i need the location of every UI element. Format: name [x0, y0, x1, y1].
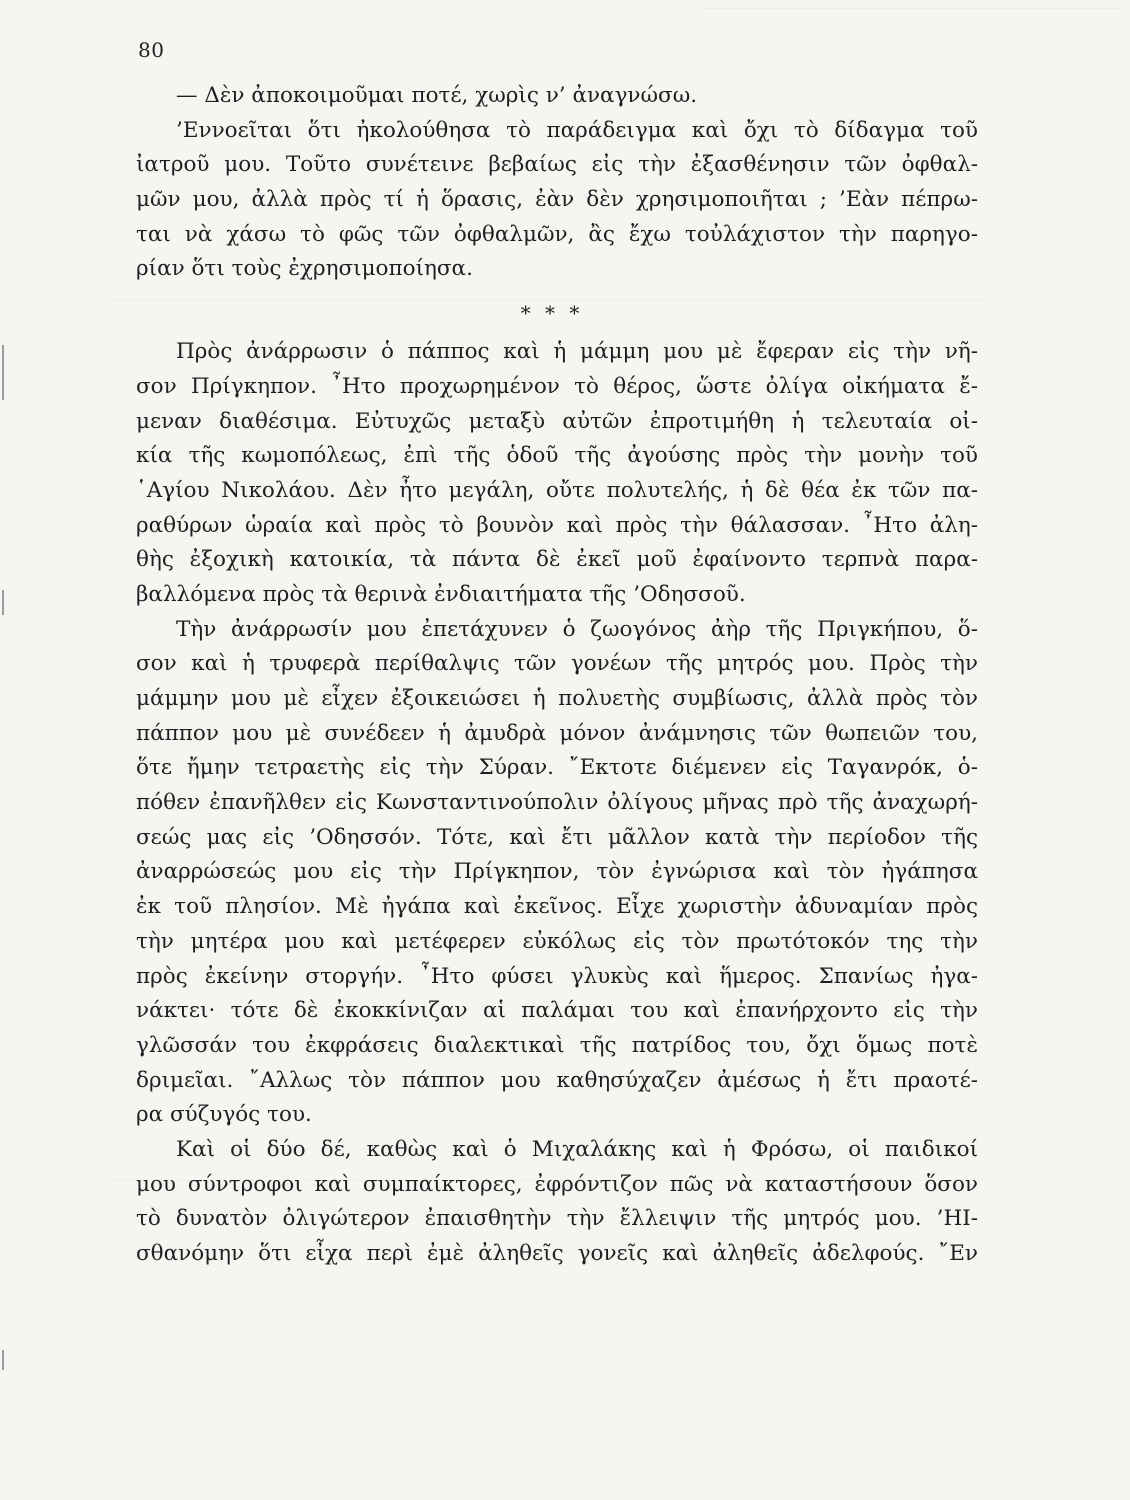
text-line: σεώς μας εἰς ’Οδησσόν. Τότε, καὶ ἔτι μᾶλλον κατὰ τὴν περίοδον τῆς	[136, 824, 978, 850]
text-line: δριμεῖαι. ῎Αλλως τὸν πάππον μου καθησύχαζεν ἀμέσως ἡ ἔτι πραοτέ-	[136, 1067, 978, 1093]
text-line: μου σύντροφοι καὶ συμπαίκτορες, ἐφρόντιζον πῶς νὰ καταστήσουν ὅσον	[136, 1171, 978, 1197]
text-line: ῾Αγίου Νικολάου. Δὲν ἦτο μεγάλη, οὔτε πολυτελής, ἡ δὲ θέα ἐκ τῶν πα-	[136, 477, 978, 503]
binding-mark	[2, 590, 4, 615]
text-line: μῶν μου, ἀλλὰ πρὸς τί ἡ ὅρασις, ἐὰν δὲν χρησιμοποιῆται ; ’Εὰν πέπρω-	[136, 187, 978, 213]
section-separator: * * *	[520, 301, 584, 326]
text-line: τὴν μητέρα μου καὶ μετέφερεν εὐκόλως εἰς τὸν πρωτότοκόν της τὴν	[136, 928, 978, 954]
paragraph-2	[136, 114, 978, 287]
text-line: σθανόμην ὅτι εἶχα περὶ ἐμὲ ἀληθεῖς γονεῖς καὶ ἀληθεῖς ἀδελφούς. ῎Εν	[136, 1241, 978, 1266]
text-line: πόθεν ἐπανῆλθεν εἰς Κωνσταντινούπολιν ὀλίγους μῆνας πρὸ τῆς ἀναχωρή-	[136, 790, 978, 816]
binding-mark	[2, 345, 4, 400]
text-line: τὸ δυνατὸν ὀλιγώτερον ἐπαισθητὴν τὴν ἔλλειψιν τῆς μητρός μου. ’ΗΙ-	[136, 1206, 978, 1232]
text-line: ἰατροῦ μου. Τοῦτο συνέτεινε βεβαίως εἰς τὴν ἐξασθένησιν τῶν ὀφθαλ-	[136, 152, 978, 178]
text-line: ρίαν ὅτι τοὺς ἐχρησιμοποίησα.	[136, 256, 473, 282]
text-line: ἀναρρώσεώς μου εἰς τὴν Πρίγκηπον, τὸν ἐγνώρισα καὶ τὸν ἠγάπησα	[136, 859, 978, 885]
paragraph-1	[136, 79, 978, 114]
paragraph-3	[136, 335, 978, 613]
text-line: ἐκ τοῦ πλησίον. Μὲ ἠγάπα καὶ ἐκεῖνος. Εἶχε χωριστὴν ἀδυναμίαν πρὸς	[136, 894, 978, 920]
page-number: 80	[138, 38, 165, 62]
text-line: Καὶ οἱ δύο δέ, καθὼς καὶ ὁ Μιχαλάκης καὶ ἡ Φρόσω, οἱ παιδικοί	[176, 1136, 978, 1162]
text-line: ται νὰ χάσω τὸ φῶς τῶν ὀφθαλμῶν, ἂς ἔχω τοὐλάχιστον τὴν παρηγο-	[136, 221, 978, 247]
paragraph-4	[136, 613, 978, 1133]
text-line: ’Εννοεῖται ὅτι ἠκολούθησα τὸ παράδειγμα καὶ ὄχι τὸ δίδαγμα τοῦ	[176, 117, 978, 143]
text-line: — Δὲν ἀποκοιμοῦμαι ποτέ, χωρὶς ν’ ἀναγνώσω.	[176, 83, 698, 108]
text-line: γλῶσσάν του ἐκφράσεις διαλεκτικαὶ τῆς πατρίδος του, ὄχι ὅμως ποτὲ	[136, 1032, 978, 1058]
text-line: σον καὶ ἡ τρυφερὰ περίθαλψις τῶν γονέων τῆς μητρός μου. Πρὸς τὴν	[136, 651, 978, 677]
text-line: πρὸς ἐκείνην στοργήν. ῏Ητο φύσει γλυκὺς καὶ ἥμερος. Σπανίως ἠγα-	[136, 963, 978, 989]
paragraph-5	[136, 1133, 978, 1272]
text-line: μάμμην μου μὲ εἶχεν ἐξοικειώσει ἡ πολυετὴς συμβίωσις, ἀλλὰ πρὸς τὸν	[136, 686, 978, 711]
text-line: ρα σύζυγός του.	[136, 1102, 312, 1128]
text-line: νάκτει· τότε δὲ ἐκοκκίνιζαν αἱ παλάμαι του καὶ ἐπανήρχοντο εἰς τὴν	[136, 998, 978, 1024]
body-text	[136, 79, 978, 1272]
text-line: ραθύρων ὡραία καὶ πρὸς τὸ βουνὸν καὶ πρὸς τὴν θάλασσαν. ῏Ητο ἀλη-	[136, 512, 978, 538]
text-line: κία τῆς κωμοπόλεως, ἐπὶ τῆς ὁδοῦ τῆς ἀγούσης πρὸς τὴν μονὴν τοῦ	[136, 443, 978, 469]
text-line: θὴς ἐξοχικὴ κατοικία, τὰ πάντα δὲ ἐκεῖ μοῦ ἐφαίνοντο τερπνὰ παρα-	[136, 547, 978, 573]
binding-mark	[2, 1350, 4, 1370]
text-line: πάππον μου μὲ συνέδεεν ἡ ἀμυδρὰ μόνον ἀνάμνησις τῶν θωπειῶν του,	[136, 720, 978, 746]
text-line: μεναν διαθέσιμα. Εὐτυχῶς μεταξὺ αὐτῶν ἐπροτιμήθη ἡ τελευταία οἰ-	[136, 408, 978, 434]
text-line: σον Πρίγκηπον. ῏Ητο προχωρημένον τὸ θέρος, ὥστε ὀλίγα οἰκήματα ἔ-	[136, 373, 978, 399]
text-line: ὅτε ἤμην τετραετὴς εἰς τὴν Σύραν. ῎Εκτοτε διέμενεν εἰς Ταγανρόκ, ὁ-	[136, 755, 978, 781]
text-line: Τὴν ἀνάρρωσίν μου ἐπετάχυνεν ὁ ζωογόνος ἀὴρ τῆς Πριγκήπου, ὅ-	[176, 616, 978, 642]
text-line: Πρὸς ἀνάρρωσιν ὁ πάππος καὶ ἡ μάμμη μου μὲ ἔφεραν εἰς τὴν νῆ-	[176, 339, 978, 365]
text-line: βαλλόμενα πρὸς τὰ θερινὰ ἐνδιαιτήματα τῆς ’Οδησσοῦ.	[136, 581, 746, 607]
